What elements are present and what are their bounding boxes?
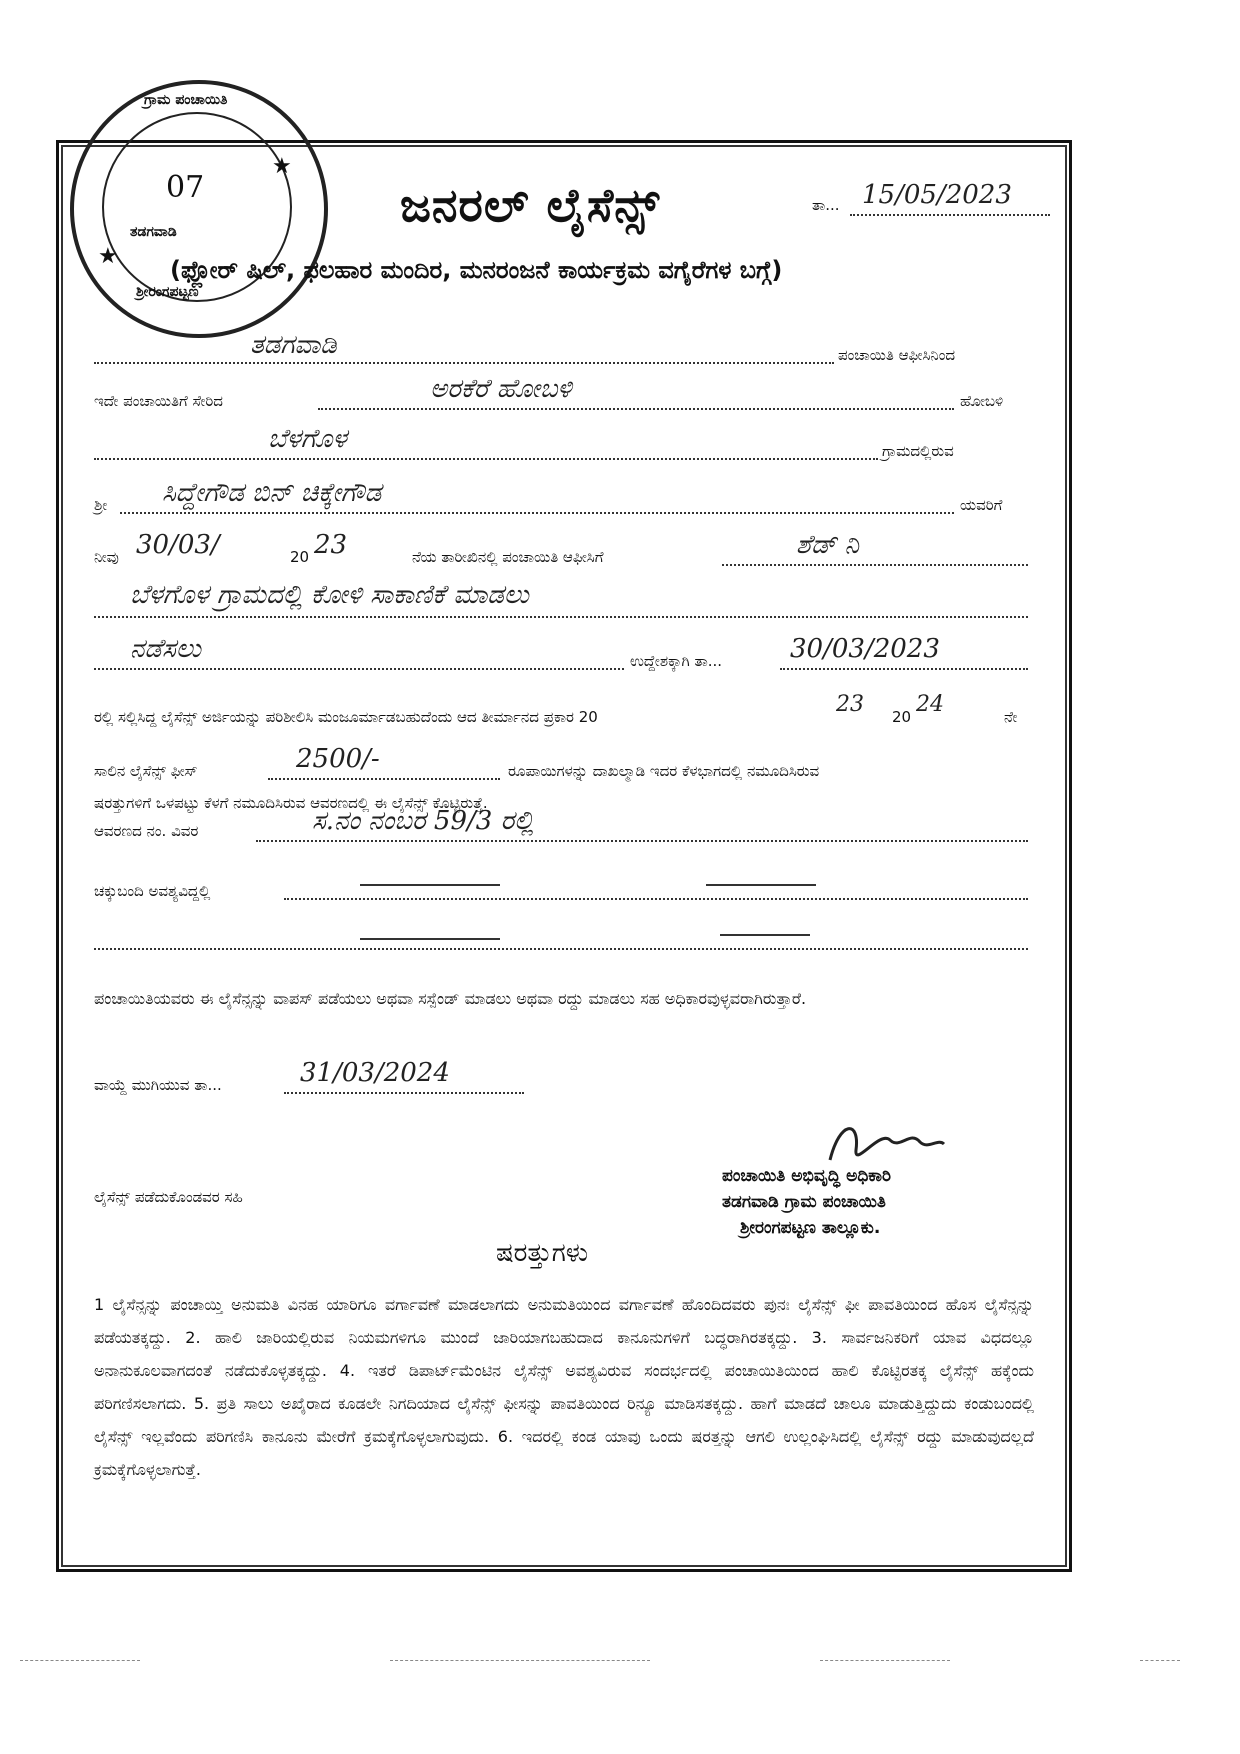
hobli-prefix: ಇದೇ ಪಂಚಾಯಿತಿಗೆ ಸೇರಿದ: [94, 392, 223, 410]
seal-bottom-text: ಶ್ರೀರಂಗಪಟ್ಟಣ: [136, 284, 199, 300]
year-to: 24: [916, 692, 944, 717]
premises-label: ಆವರಣದ ನಂ. ವಿವರ: [94, 822, 199, 840]
officer-line-2: ತಡಗವಾಡಿ ಗ್ರಾಮ ಪಂಚಾಯಿತಿ: [722, 1192, 886, 1212]
village-value: ಬೆಳಗೊಳ: [268, 424, 347, 454]
expiry-value: 31/03/2024: [300, 1058, 450, 1088]
conditions-intro: ಷರತ್ತುಗಳಿಗೆ ಒಳಪಟ್ಟು ಕೆಳಗೆ ನಮೂದಿಸಿರುವ ಆವರಣದಲ್ಲಿ ಈ ಲೈಸೆನ್ಸ್ ಕೊಟ್ಟಿರುತ್ತೆ.: [94, 794, 488, 812]
officer-line-3: ಶ್ರೀರಂಗಪಟ್ಟಣ ತಾಲ್ಲೂಕು.: [740, 1218, 881, 1238]
year-suffix: ನೇ: [1004, 708, 1018, 726]
revoke-text: ಪಂಚಾಯಿತಿಯವರು ಈ ಲೈಸೆನ್ಸನ್ನು ವಾಪಸ್ ಪಡೆಯಲು ಅಥವಾ ಸಸ್ಪೆಂಡ್ ಮಾಡಲು ಅಥವಾ ರದ್ದು ಮಾಡಲು ಸಹ ಅಧಿಕಾರವುಳ್ಳವರಾಗಿರುತ್ತಾರೆ.: [94, 989, 807, 1008]
hobli-label: ಹೋಬಳಿ: [960, 392, 1004, 410]
applied-day: 30/03/: [136, 530, 220, 560]
premises-value: ಸ.ನಂ ನಂಬರ 59/3 ರಲ್ಲಿ: [312, 806, 534, 836]
licensee-signature-label: ಲೈಸೆನ್ಸ್ ಪಡೆದುಕೊಂಡವರ ಸಹಿ: [94, 1188, 243, 1206]
document-subtitle: (ಫ್ಲೋರ್ ಷಿಲ್, ಫಲಹಾರ ಮಂದಿರ, ಮನರಂಜನೆ ಕಾರ್ಯಕ್ರಮ ವಗೈರೆಗಳ ಬಗ್ಗೆ): [170, 256, 783, 284]
year-from: 23: [836, 692, 864, 717]
applicant-name: ಸಿದ್ದೇಗೌಡ ಬಿನ್ ಚಿಕ್ಕೇಗೌಡ: [162, 478, 382, 508]
officer-line-1: ಪಂಚಾಯಿತಿ ಅಭಿವೃದ್ಧಿ ಅಧಿಕಾರಿ: [722, 1166, 891, 1186]
name-label: ಯವರಿಗೆ: [960, 496, 1003, 514]
document-title: ಜನರಲ್ ಲೈಸೆನ್ಸ್: [400, 178, 661, 232]
hobli-value: ಅರಕೆರೆ ಹೋಬಳಿ: [430, 374, 572, 404]
fee-prefix: ಸಾಲಿನ ಲೈಸೆನ್ಸ್ ಫೀಸ್: [94, 762, 198, 780]
purpose-line-1: ಬೆಳಗೊಳ ಗ್ರಾಮದಲ್ಲಿ ಕೋಳಿ ಸಾಕಾಣಿಕೆ ಮಾಡಲು: [130, 580, 529, 610]
conditions-text: 1 ಲೈಸೆನ್ಸನ್ನು ಪಂಚಾಯ್ತಿ ಅನುಮತಿ ವಿನಹ ಯಾರಿಗೂ ವರ್ಗಾವಣೆ ಮಾಡಲಾಗದು ಅನುಮತಿಯಿಂದ ವರ್ಗಾವಣೆ ಹೊಂದಿದವರು ಪುನಃ ಲೈಸೆನ್ಸ್ ಫೀ ಪಾವತಿಯಿಂದ ಹೊಸ ಲೈಸೆನ್ಸನ್ನು ಪಡೆಯತಕ್ಕದ್ದು. 2. ಹಾಲಿ ಜಾರಿಯಲ್ಲಿರುವ ನಿಯಮಗಳಿಗೂ ಮುಂದೆ ಜಾರಿಯಾಗಬಹುದಾದ ಕಾನೂನುಗಳಿಗೆ ಬದ್ಧರಾಗಿರತಕ್ಕದ್ದು. 3. ಸಾರ್ವಜನಿಕರಿಗೆ ಯಾವ ವಿಧದಲ್ಲೂ ಅನಾನುಕೂಲವಾಗದಂತೆ ನಡೆದುಕೊಳ್ಳತಕ್ಕದ್ದು. 4. ಇತರೆ ಡಿಪಾರ್ಟ್‌ಮೆಂಟಿನ ಲೈಸೆನ್ಸ್ ಅವಶ್ಯವಿರುವ ಸಂದರ್ಭದಲ್ಲಿ ಪಂಚಾಯಿತಿಯಿಂದ ಹಾಲಿ ಕೊಟ್ಟಿರತಕ್ಕ ಲೈಸೆನ್ಸ್ ಹಕ್ಕೆಂದು ಪರಿಗಣಿಸಲಾಗದು. 5. ಪ್ರತಿ ಸಾಲು ಅಖೈರಾದ ಕೂಡಲೇ ನಿಗದಿಯಾದ ಲೈಸೆನ್ಸ್ ಫೀಸನ್ನು ಪಾವತಿಯಿಂದ ರಿನ್ಯೂ ಮಾಡಿಸತಕ್ಕದ್ದು. ಹಾಗೆ ಮಾಡದೆ ಚಾಲೂ ಮಾಡುತ್ತಿದ್ದುದು ಕಂಡುಬಂದಲ್ಲಿ ಲೈಸೆನ್ಸ್ ಇಲ್ಲವೆಂದು ಪರಿಗಣಿಸಿ ಕಾನೂನು ಮೇರೆಗೆ ಕ್ರಮಕ್ಕೆಗೊಳ್ಳಲಾಗುವುದು. 6. ಇದರಲ್ಲಿ ಕಂಡ ಯಾವು ಒಂದು ಷರತ್ತನ್ನು ಆಗಲಿ ಉಲ್ಲಂಘಿಸಿದಲ್ಲಿ ಲೈಸೆನ್ಸ್ ರದ್ದು ಮಾಡುವುದಲ್ಲದೆ ಕ್ರಮಕ್ಕೆಗೊಳ್ಳಲಾಗುತ್ತೆ.: [94, 1295, 1034, 1479]
seal-side-text: ತಡಗವಾಡಿ: [130, 224, 177, 240]
approval-text: ರಲ್ಲಿ ಸಲ್ಲಿಸಿದ್ದ ಲೈಸೆನ್ಸ್ ಅರ್ಜಿಯನ್ನು ಪರಿಶೀಲಿಸಿ ಮಂಜೂರ್ಮಾಡಬಹುದೆಂದು ಆದ ತೀರ್ಮಾನದ ಪ್ರಕಾರ 20: [94, 708, 598, 726]
name-prefix: ಶ್ರೀ: [94, 496, 108, 514]
year-to-prefix: 20: [892, 708, 912, 726]
date-value: 15/05/2023: [862, 180, 1012, 210]
conditions-heading: ಷರತ್ತುಗಳು: [496, 1238, 589, 1268]
seal-top-text: ಗ್ರಾಮ ಪಂಚಾಯಿತಿ: [144, 92, 228, 108]
fee-value: 2500/-: [296, 744, 380, 774]
boundary-label: ಚಕ್ಕುಬಂದಿ ಅವಶ್ಯವಿದ್ದಲ್ಲಿ: [94, 882, 211, 900]
panchayat-label: ಪಂಚಾಯಿತಿ ಆಫೀಸಿನಿಂದ: [838, 346, 956, 364]
purpose-label: ಉದ್ದೇಶಕ್ಕಾಗಿ ತಾ...: [630, 652, 723, 670]
seal-number: 07: [166, 170, 205, 205]
applied-year: 23: [314, 530, 348, 560]
panchayat-seal: [70, 80, 328, 338]
expiry-label: ವಾಯ್ದೆ ಮುಗಿಯುವ ತಾ...: [94, 1076, 222, 1094]
applied-middle-text: ನೆಯ ತಾರೀಖಿನಲ್ಲಿ ಪಂಚಾಯಿತಿ ಆಫೀಸಿಗೆ: [412, 548, 604, 566]
date-label: ತಾ...: [812, 196, 840, 214]
star-icon: ★: [272, 154, 292, 179]
applied-value: ಶೆಡ್ ನಿ: [796, 530, 859, 560]
applied-prefix: ನೀವು: [94, 548, 119, 566]
village-label: ಗ್ರಾಮದಲ್ಲಿರುವ: [882, 442, 954, 460]
fee-suffix: ರೂಪಾಯಿಗಳನ್ನು ದಾಖಲ್ಮಾಡಿ ಇದರ ಕೆಳಭಾಗದಲ್ಲಿ ನಮೂದಿಸಿರುವ: [508, 762, 820, 780]
panchayat-value: ತಡಗವಾಡಿ: [250, 330, 337, 360]
applied-year-prefix: 20: [290, 548, 310, 566]
star-icon: ★: [98, 244, 118, 269]
purpose-line-2: ನಡೆಸಲು: [130, 634, 201, 664]
purpose-date: 30/03/2023: [790, 634, 940, 664]
